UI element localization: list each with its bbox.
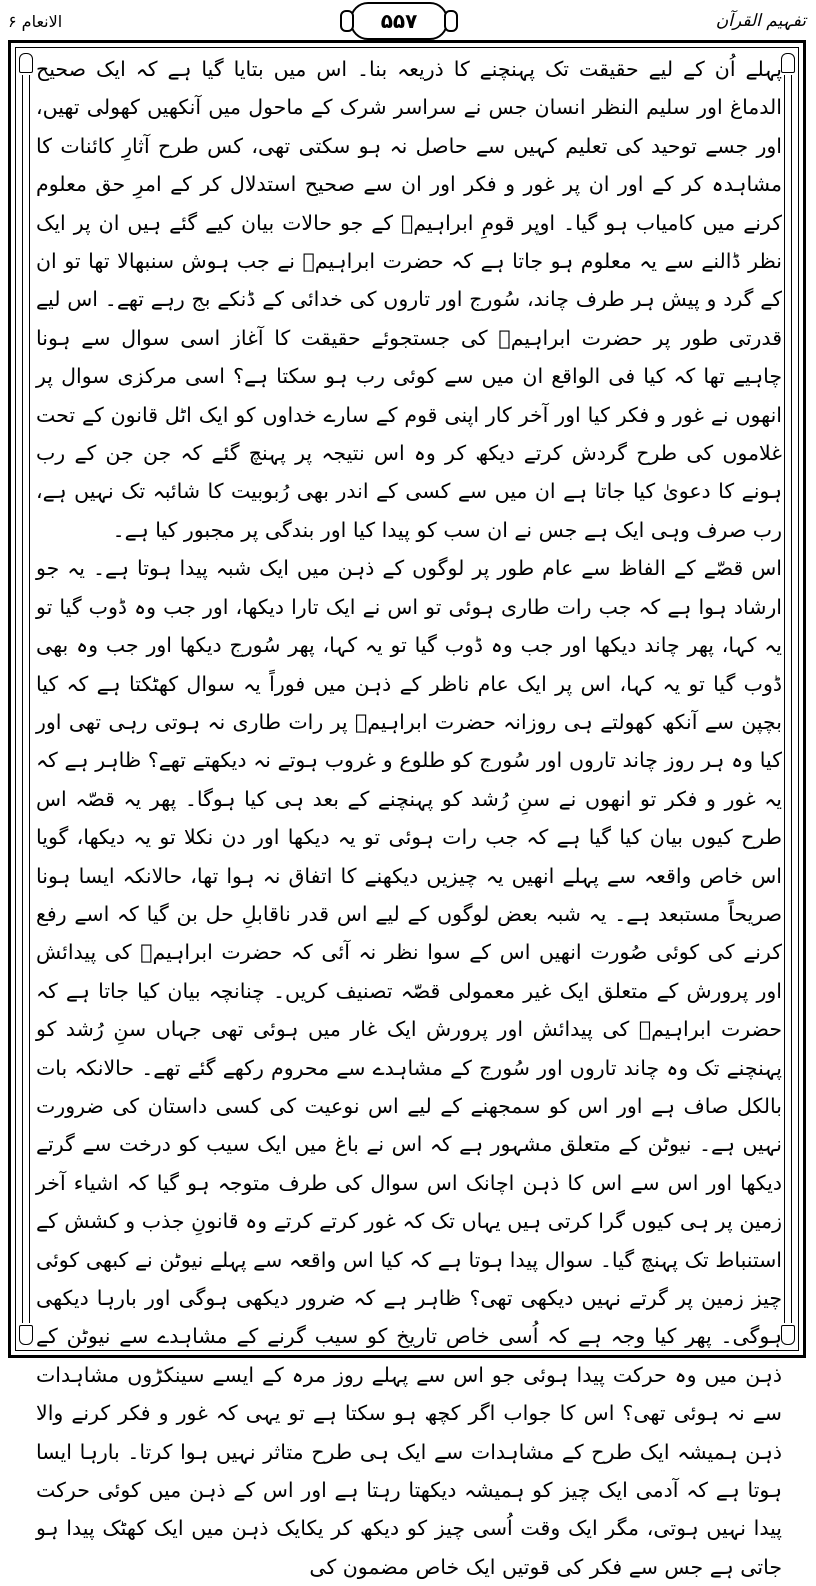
column-base	[19, 1325, 33, 1345]
left-ornamental-column	[19, 53, 33, 1345]
column-base	[781, 1325, 795, 1345]
right-ornamental-column	[781, 53, 795, 1345]
paragraph: پہلے اُن کے لیے حقیقت تک پہنچنے کا ذریعہ بنا۔ اس میں بتایا گیا ہے کہ ایک صحیح الدماغ اور سلیم النظر انسان جس نے سراسر شرک کے ماحول میں آنکھیں کھولی تھیں، اور جسے توحید کی تعلیم کہیں سے حاصل نہ ہو سکتی تھی، کس طرح آثارِ کائنات کا مشاہدہ کر کے اور ان پر غور و فکر اور ان سے صحیح استدلال کر کے امرِ حق معلوم کرنے میں کامیاب ہو گیا۔ اوپر قومِ ابراہیمؑ کے جو حالات بیان کیے گئے ہیں ان پر ایک نظر ڈالنے سے یہ معلوم ہو جاتا ہے کہ حضرت ابراہیمؑ نے جب ہوش سنبھالا تھا تو ان کے گرد و پیش ہر طرف چاند، سُورج اور تاروں کی خدائی کے ڈنکے بج رہے تھے۔ اس لیے قدرتی طور پر حضرت ابراہیمؑ کی جستجوئے حقیقت کا آغاز اسی سوال سے ہونا چاہیے تھا کہ کیا فی الواقع ان میں سے کوئی رب ہو سکتا ہے؟ اسی مرکزی سوال پر انھوں نے غور و فکر کیا اور آخر کار اپنی قوم کے سارے خداوں کو ایک اٹل قانون کے تحت غلاموں کی طرح گردش کرتے دیکھ کر وہ اس نتیجہ پر پہنچ گئے کہ جن جن کے رب ہونے کا دعویٰ کیا جاتا ہے ان میں سے کسی کے اندر بھی رُبوبیت کا شائبہ تک نہیں ہے، رب صرف وہی ایک ہے جس نے ان سب کو پیدا کیا اور بندگی پر مجبور کیا ہے۔	[36, 57, 782, 542]
surah-reference: الانعام ۶	[8, 12, 63, 31]
column-capital	[781, 53, 795, 73]
page-number: ۵۵۷	[350, 2, 448, 40]
paragraph: اس قصّے کے الفاظ سے عام طور پر لوگوں کے ذہن میں ایک شبہ پیدا ہوتا ہے۔ یہ جو ارشاد ہوا ہے کہ جب رات طاری ہوئی تو اس نے ایک تارا دیکھا، اور جب وہ ڈوب گیا تو یہ کہا، پھر چاند دیکھا اور جب وہ ڈوب گیا تو یہ کہا، پھر سُورج دیکھا اور جب وہ بھی ڈوب گیا تو یہ کہا، اس پر ایک عام ناظر کے ذہن میں فوراً یہ سوال کھٹکتا ہے کہ کیا بچپن سے آنکھ کھولتے ہی روزانہ حضرت ابراہیمؑ پر رات طاری نہ ہوتی رہی تھی اور کیا وہ ہر روز چاند تاروں اور سُورج کو طلوع و غروب ہوتے نہ دیکھتے تھے؟ ظاہر ہے کہ یہ غور و فکر تو انھوں نے سنِ رُشد کو پہنچنے کے بعد ہی کیا ہوگا۔ پھر یہ قصّہ اس طرح کیوں بیان کیا گیا ہے کہ جب رات ہوئی تو یہ دیکھا اور دن نکلا تو یہ دیکھا، گویا اس خاص واقعہ سے پہلے انھیں یہ چیزیں دیکھنے کا اتفاق نہ ہوا تھا، حالانکہ ایسا ہونا صریحاً مستبعد ہے۔ یہ شبہ بعض لوگوں کے لیے اس قدر ناقابلِ حل بن گیا کہ اسے رفع کرنے کی کوئی صُورت انھیں اس کے سوا نظر نہ آئی کہ حضرت ابراہیمؑ کی پیدائش اور پرورش کے متعلق ایک غیر معمولی قصّہ تصنیف کریں۔ چنانچہ بیان کیا جاتا ہے کہ حضرت ابراہیمؑ کی پیدائش اور پرورش ایک غار میں ہوئی تھی جہاں سنِ رُشد کو پہنچنے تک وہ چاند تاروں اور سُورج کے مشاہدے سے محروم رکھے گئے تھے۔ حالانکہ بات بالکل صاف ہے اور اس کو سمجھنے کے لیے اس نوعیت کی کسی داستان کی ضرورت نہیں ہے۔ نیوٹن کے متعلق مشہور ہے کہ اس نے باغ میں ایک سیب کو درخت سے گرتے دیکھا اور اس سے اس کا ذہن اچانک اس سوال کی طرف متوجہ ہو گیا کہ اشیاء آخر زمین پر ہی کیوں گرا کرتی ہیں یہاں تک کہ غور کرتے کرتے وہ قانونِ جذب و کشش کے استنباط تک پہنچ گیا۔ سوال پیدا ہوتا ہے کہ کیا اس واقعہ سے پہلے نیوٹن نے کبھی کوئی چیز زمین پر گرتے نہیں دیکھی تھی؟ ظاہر ہے کہ ضرور دیکھی ہوگی اور بارہا دیکھی ہوگی۔ پھر کیا وجہ ہے کہ اُسی خاص تاریخ کو سیب گرنے کے مشاہدے سے نیوٹن کے ذہن میں وہ حرکت پیدا ہوئی جو اس سے پہلے روز مرہ کے ایسے سینکڑوں مشاہدات سے نہ ہوئی تھی؟ اس کا جواب اگر کچھ ہو سکتا ہے تو یہی کہ غور و فکر کرنے والا ذہن ہمیشہ ایک طرح کے مشاہدات سے ایک ہی طرح متاثر نہیں ہوا کرتا۔ بارہا ایسا ہوتا ہے کہ آدمی ایک چیز کو ہمیشہ دیکھتا رہتا ہے اور اس کے ذہن میں کوئی حرکت پیدا نہیں ہوتی، مگر ایک وقت اُسی چیز کو دیکھ کر یکایک ذہن میں ایک کھٹک پیدا ہو جاتی ہے جس سے فکر کی قوتیں ایک خاص مضمون کی	[36, 556, 782, 1579]
book-title: تفہیم القرآن	[715, 11, 806, 31]
column-capital	[19, 53, 33, 73]
column-shaft	[22, 75, 30, 1323]
commentary-text	[36, 50, 782, 1579]
column-shaft	[784, 75, 792, 1323]
